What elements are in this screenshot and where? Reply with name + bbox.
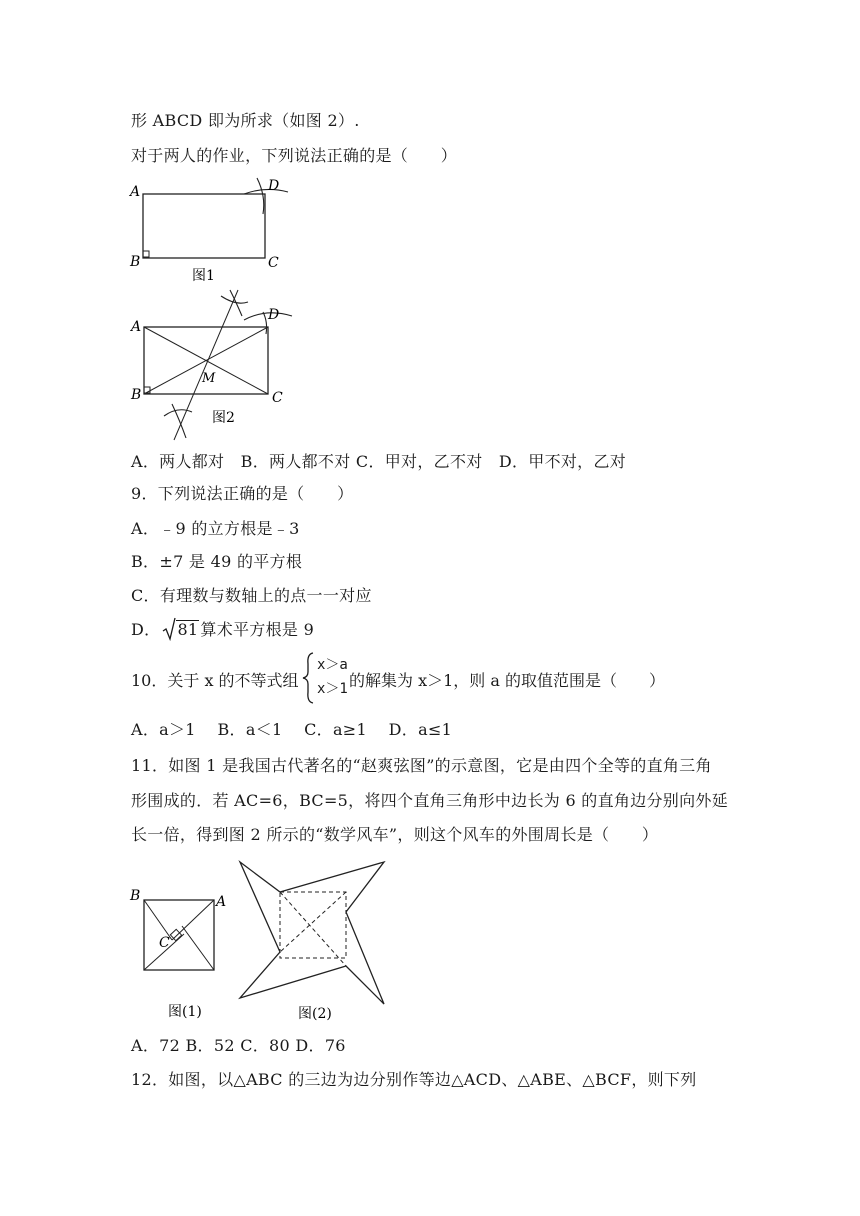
pinwheel-figure-2 [236, 858, 396, 1028]
label-d: D [268, 307, 280, 323]
q11-line-2: 形围成的．若 AC=6，BC=5，将四个直角三角形中边长为 6 的直角边分别向外延 [131, 791, 729, 810]
arc-bottom-2 [172, 404, 186, 438]
arc-bottom-1 [164, 410, 192, 416]
q9-option-d [131, 620, 314, 640]
text-line-2: 对于两人的作业，下列说法正确的是（ ） [131, 146, 458, 165]
q10-after: 的解集为 x＞1，则 a 的取值范围是（ ） [349, 671, 666, 690]
pinwheel-outline [240, 862, 384, 1004]
arc-2 [244, 189, 288, 194]
pinwheel-figure-1-svg [126, 884, 236, 1024]
label-m: M [202, 371, 216, 386]
rectangle [143, 194, 265, 258]
brace-icon [302, 652, 314, 704]
inner-square [170, 929, 181, 940]
label-b: B [130, 254, 141, 270]
label-b: B [130, 888, 141, 904]
q10-options: A．a＞1 B．a＜1 C．a≥1 D．a≤1 [131, 720, 453, 739]
label-d: D [268, 178, 280, 194]
dashed-line-1 [280, 892, 346, 966]
inequality-row-1: x＞a [317, 657, 348, 673]
pinwheel-figure-2-svg [236, 858, 396, 1028]
figure-1 [126, 172, 296, 292]
inequality-row-2: x＞1 [317, 681, 348, 697]
q9-option-c: C．有理数与数轴上的点一一对应 [131, 586, 372, 605]
right-angle-mark [143, 251, 149, 257]
label-c: C [159, 935, 170, 951]
label-a: A [131, 319, 142, 335]
figure-2-svg [126, 286, 306, 446]
dashed-square [280, 892, 346, 958]
segment-1 [144, 900, 172, 940]
inequality-rows [317, 653, 348, 701]
q9-d-prefix: D． [131, 620, 161, 639]
label-b: B [131, 387, 142, 403]
label-a: A [130, 184, 141, 200]
figure-2 [126, 286, 306, 446]
segment-2 [172, 900, 214, 940]
q9-option-a: A．﹣9 的立方根是﹣3 [131, 519, 300, 538]
q11-line-3: 长一倍，得到图 2 所示的“数学风车”，则这个风车的外围周长是（ ） [131, 825, 659, 844]
label-c: C [268, 255, 279, 271]
q11-options: A．72 B．52 C．80 D．76 [131, 1036, 346, 1055]
q10-before: 10．关于 x 的不等式组 [131, 671, 299, 690]
q8-options: A．两人都对 B．两人都不对 C．甲对，乙不对 D．甲不对，乙对 [131, 452, 627, 471]
figure-1-caption: 图1 [192, 268, 215, 284]
dashed-line-2 [280, 892, 346, 952]
q9-d-suffix: 算术平方根是 9 [200, 620, 315, 639]
figure-1-svg [126, 172, 296, 292]
radicand: 81 [177, 620, 199, 639]
pinwheel-figure-1 [126, 884, 236, 1024]
text-line-1: 形 ABCD 即为所求（如图 2）. [131, 111, 360, 130]
square-root [162, 620, 199, 640]
segment-4 [182, 926, 214, 970]
q9-option-b: B．±7 是 49 的平方根 [131, 552, 303, 571]
label-c: C [272, 390, 283, 406]
arc-d-2 [263, 312, 267, 334]
q11-line-1: 11．如图 1 是我国古代著名的“赵爽弦图”的示意图，它是由四个全等的直角三角 [131, 756, 712, 775]
figure-2-caption: 图2 [212, 410, 235, 426]
q12-line-1: 12．如图，以△ABC 的三边为边分别作等边△ACD、△ABE、△BCF，则下列 [131, 1070, 697, 1089]
arc-1 [257, 178, 264, 214]
radical-sign-icon [162, 617, 176, 641]
q9-stem: 9．下列说法正确的是（ ） [131, 484, 354, 503]
label-a: A [216, 894, 227, 910]
pinwheel-figure-1-caption: 图(1) [168, 1004, 202, 1020]
pinwheel-figure-2-caption: 图(2) [298, 1006, 332, 1022]
